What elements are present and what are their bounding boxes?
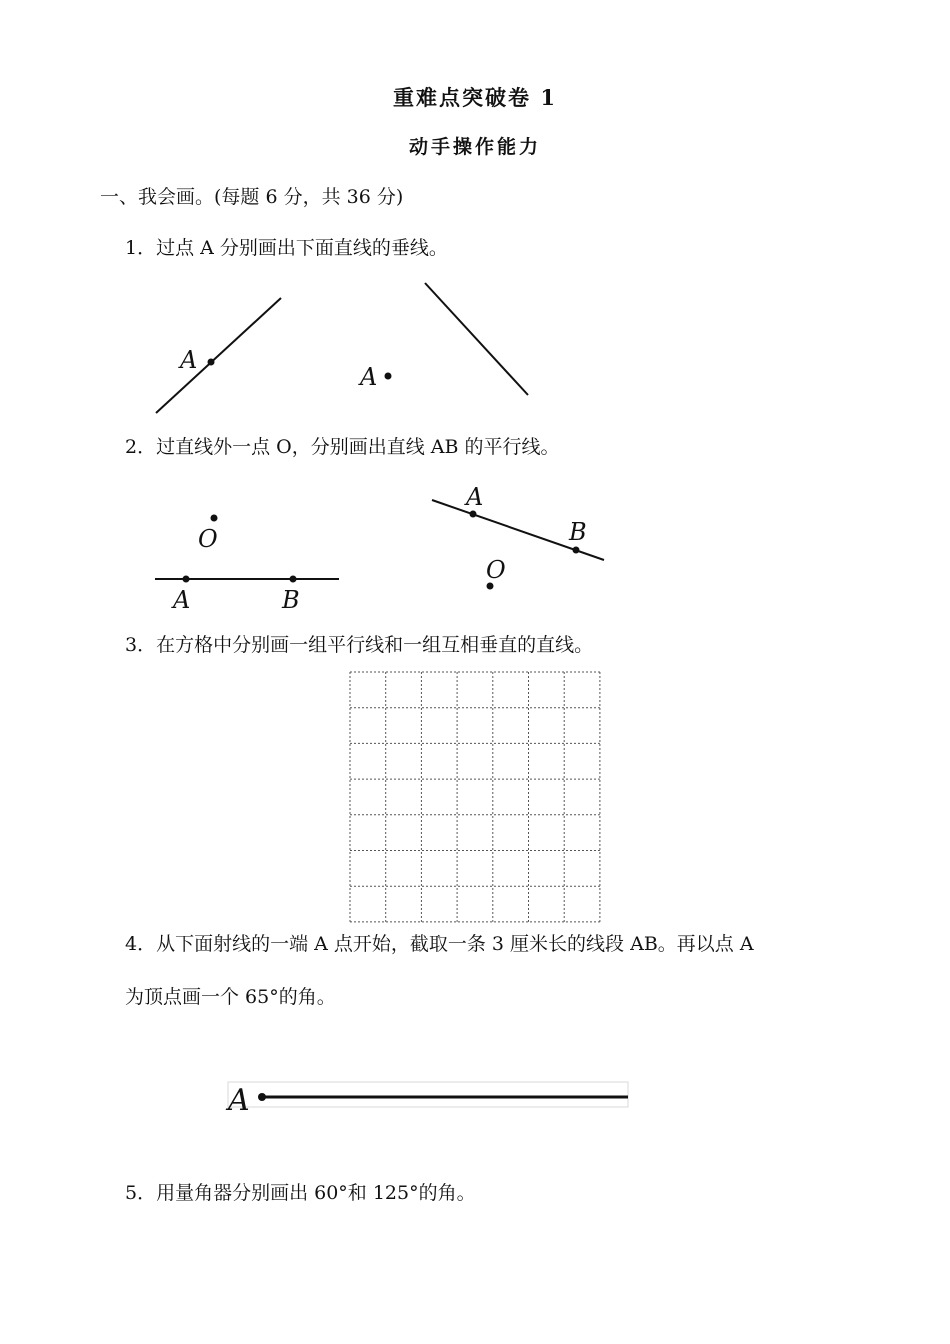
q2-right-label-o: O [486,556,506,584]
question-3-text: 3．在方格中分别画一组平行线和一组互相垂直的直线。 [125,634,594,656]
q2-left-label-o: O [198,525,218,553]
section-heading: 一、我会画。(每题 6 分，共 36 分) [100,186,404,208]
page-subtitle: 动手操作能力 [408,136,541,158]
q2-right-label-b: B [569,518,587,546]
q4-ray-figure [225,1082,628,1118]
q2-right-point-a [470,511,477,518]
q1-right-line [425,283,528,395]
q2-right-figure [432,483,604,590]
question-4-text-continued: 为顶点画一个 65°的角。 [125,986,336,1008]
q2-right-label-a: A [466,483,484,511]
q4-ray-frame [228,1082,628,1107]
q4-ray-label-a: A [228,1083,250,1118]
q1-right-figure [358,283,528,395]
question-2-text: 2．过直线外一点 O，分别画出直线 AB 的平行线。 [125,436,560,458]
question-1-text: 1．过点 A 分别画出下面直线的垂线。 [125,237,448,259]
q2-left-label-b: B [282,586,300,614]
q2-left-point-b [290,576,297,583]
q3-square-grid [350,672,600,922]
q2-left-point-a [183,576,190,583]
q1-right-point [385,373,392,380]
q2-right-point-b [573,547,580,554]
question-4-text: 4．从下面射线的一端 A 点开始，截取一条 3 厘米长的线段 AB。再以点 A [125,933,754,955]
q1-left-point [208,359,215,366]
q4-ray-endpoint-a [258,1093,266,1101]
q1-left-label: A [180,346,198,374]
q1-left-figure [156,298,281,413]
question-5-text: 5．用量角器分别画出 60°和 125°的角。 [125,1182,476,1204]
q2-left-figure [155,515,339,615]
q1-left-line [156,298,281,413]
q2-left-point-o [211,515,218,522]
page-title: 重难点突破卷 1 [393,85,557,110]
q1-right-label: A [360,363,378,391]
q2-left-label-a: A [173,586,191,614]
